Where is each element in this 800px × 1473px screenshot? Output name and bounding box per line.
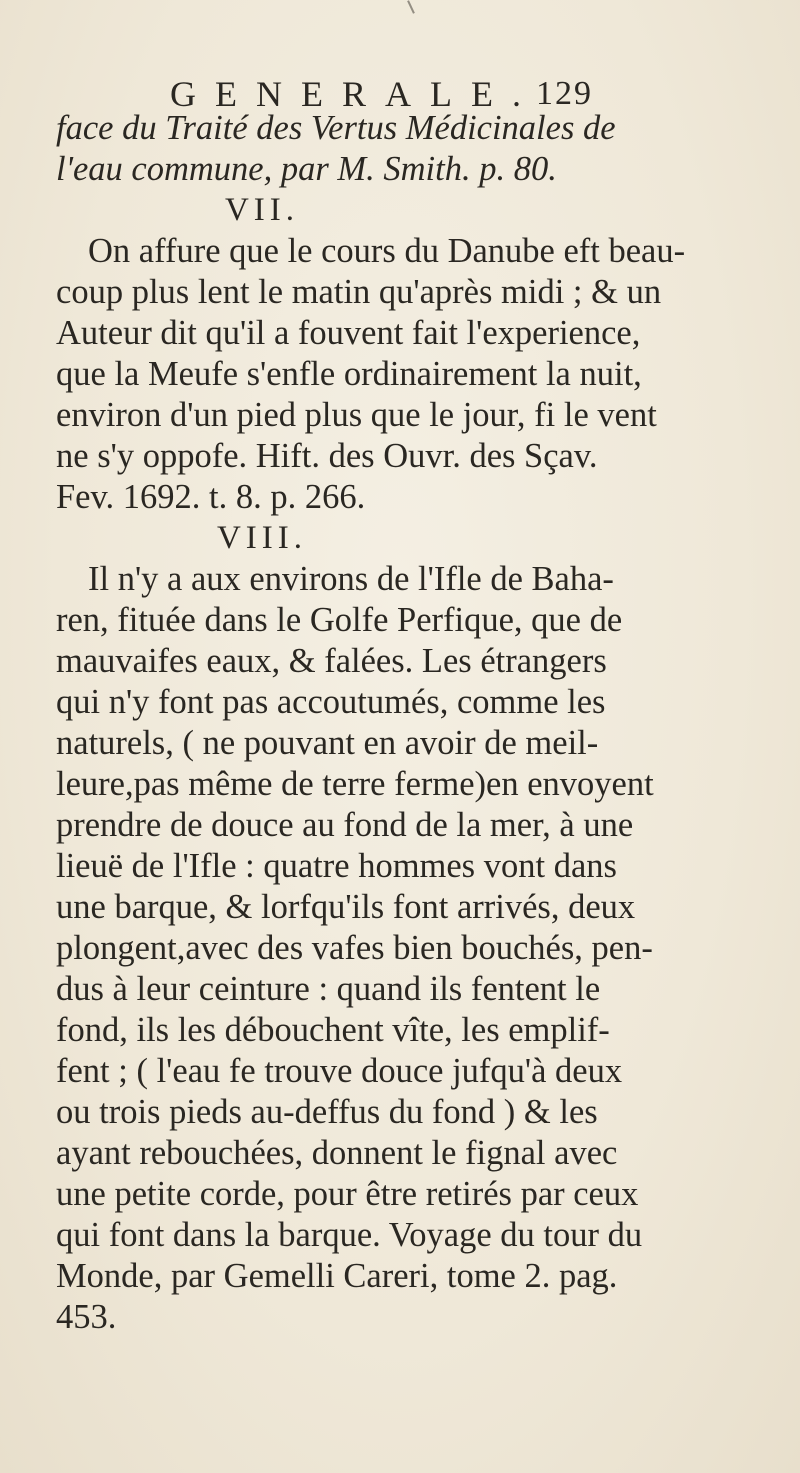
text-line: face du Traité des Vertus Médicinales de bbox=[56, 109, 616, 147]
text-line: naturels, ( ne pouvant en avoir de meil- bbox=[56, 724, 599, 762]
section-heading: VII. bbox=[224, 192, 300, 228]
text-line: dus à leur ceinture : quand ils fentent le bbox=[56, 970, 601, 1008]
text-line: ou trois pieds au-deffus du fond ) & les bbox=[56, 1093, 598, 1131]
text-line: Auteur dit qu'il a fouvent fait l'experience, bbox=[56, 314, 641, 352]
page-number: 129 bbox=[536, 75, 593, 112]
text-line: l'eau commune, par M. Smith. p. 80. bbox=[56, 150, 557, 188]
ink-mark bbox=[407, 0, 415, 14]
text-line: Il n'y a aux environs de l'Ifle de Baha- bbox=[88, 560, 614, 598]
text-line: prendre de douce au fond de la mer, à une bbox=[56, 806, 634, 844]
text-line: leure,pas même de terre ferme)en envoyent bbox=[56, 765, 654, 803]
text-line: Fev. 1692. t. 8. p. 266. bbox=[56, 478, 366, 516]
text-line: Monde, par Gemelli Careri, tome 2. pag. bbox=[56, 1257, 618, 1295]
text-line: environ d'un pied plus que le jour, fi le vent bbox=[56, 396, 657, 434]
text-line: une petite corde, pour être retirés par ceux bbox=[56, 1175, 639, 1213]
text-line: fent ; ( l'eau fe trouve douce jufqu'à deux bbox=[56, 1052, 623, 1090]
text-line: ayant rebouchées, donnent le fignal avec bbox=[56, 1134, 618, 1172]
text-line: ne s'y oppofe. Hift. des Ouvr. des Sçav. bbox=[56, 437, 598, 475]
text-line: lieuë de l'Ifle : quatre hommes vont dans bbox=[56, 847, 617, 885]
section-heading: VIII. bbox=[216, 520, 308, 556]
body-text bbox=[56, 108, 796, 1338]
text-line: une barque, & lorfqu'ils font arrivés, deux bbox=[56, 888, 636, 926]
text-line: plongent,avec des vafes bien bouchés, pen- bbox=[56, 929, 653, 967]
text-line: 453. bbox=[56, 1298, 117, 1336]
text-line: que la Meufe s'enfle ordinairement la nuit, bbox=[56, 355, 642, 393]
text-line: qui font dans la barque. Voyage du tour du bbox=[56, 1216, 643, 1254]
text-line: fond, ils les débouchent vîte, les emplif- bbox=[56, 1011, 610, 1049]
text-line: qui n'y font pas accoutumés, comme les bbox=[56, 683, 606, 721]
text-line: coup plus lent le matin qu'après midi ; & un bbox=[56, 273, 662, 311]
text-line: ren, fituée dans le Golfe Perfique, que de bbox=[56, 601, 623, 639]
text-line: On affure que le cours du Danube eft beau- bbox=[88, 232, 686, 270]
text-line: mauvaifes eaux, & falées. Les étrangers bbox=[56, 642, 607, 680]
running-title: GENERALE. bbox=[170, 74, 540, 114]
